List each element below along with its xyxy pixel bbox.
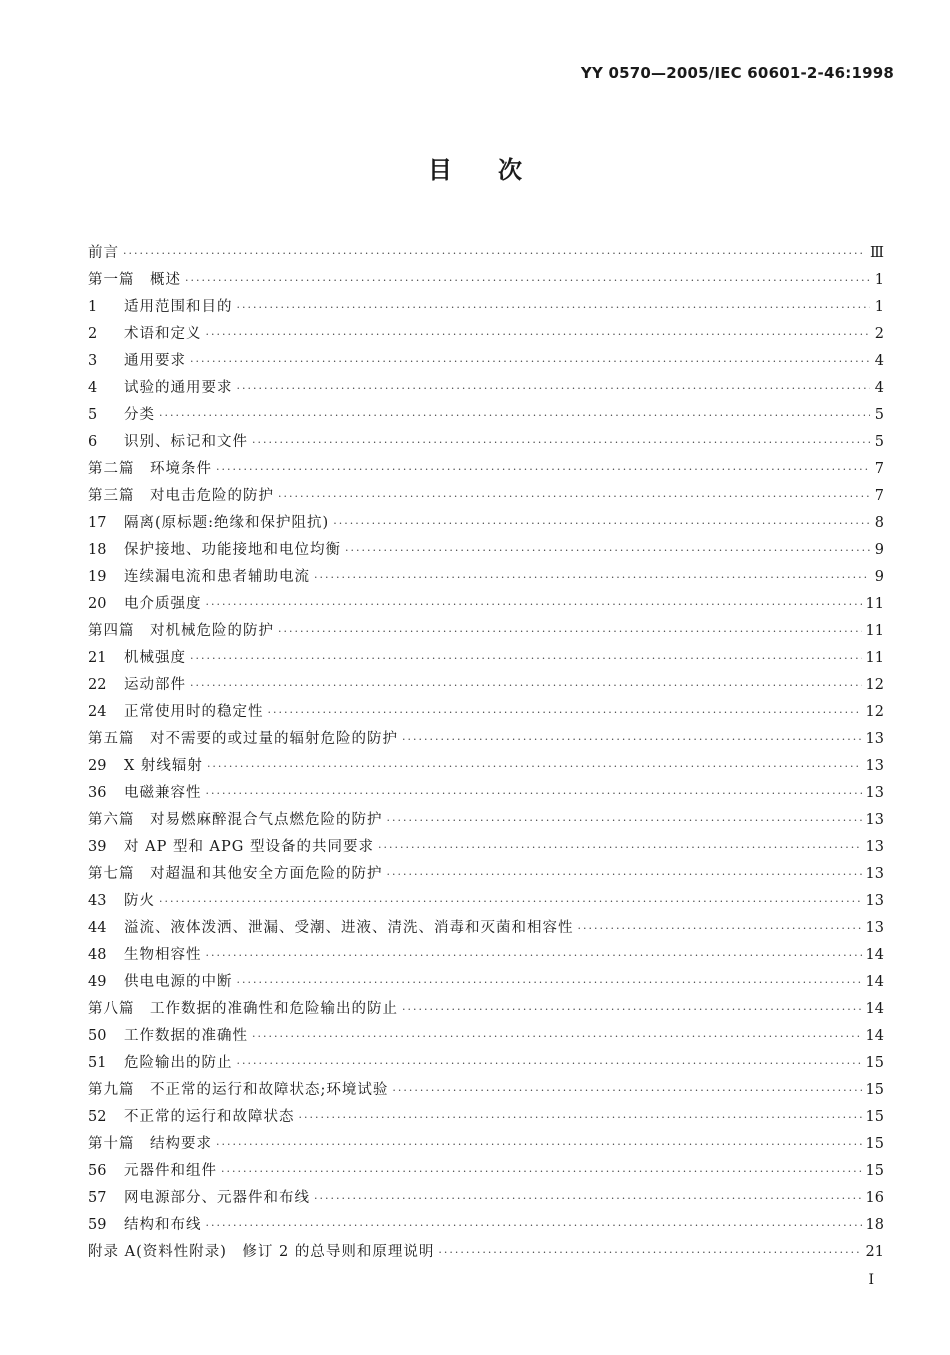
toc-entry-page: 4 [874,380,884,396]
toc-entry-page: 16 [865,1190,884,1206]
toc-entry[interactable] [88,457,884,484]
toc-entry[interactable] [88,997,884,1024]
toc-leader-dots [237,976,862,989]
toc-entry-page: 8 [874,515,884,531]
toc-entry-number: 3 [88,353,98,369]
toc-entry-page: 12 [865,677,884,693]
toc-leader-dots [190,652,862,665]
toc-entry-number: 59 [88,1217,107,1233]
toc-leader-dots [278,625,862,638]
toc-entry-page: 13 [865,893,884,909]
toc-entry-number: 18 [88,542,107,558]
toc-leader-dots [237,382,871,395]
toc-entry-page: 7 [874,461,884,477]
toc-entry-number: 22 [88,677,107,693]
toc-entry-label: 连续漏电流和患者辅助电流 [124,569,310,585]
toc-entry-page: 5 [874,407,884,423]
toc-entry-label: 工作数据的准确性 [124,1028,248,1044]
toc-entry-label: 第二篇 环境条件 [88,461,212,477]
toc-entry[interactable] [88,376,884,403]
toc-entry[interactable] [88,889,884,916]
toc-entry-page: 9 [874,542,884,558]
toc-entry-label: 结构和布线 [124,1217,202,1233]
toc-entry-number: 56 [88,1163,107,1179]
toc-entry-label: X 射线辐射 [124,758,203,774]
toc-entry[interactable] [88,1159,884,1186]
toc-entry[interactable] [88,646,884,673]
toc-entry-page: 11 [865,650,884,666]
toc-entry-number: 36 [88,785,107,801]
toc-leader-dots [159,895,862,908]
toc-entry[interactable] [88,1078,884,1105]
toc-leader-dots [345,544,870,557]
toc-leader-dots [159,409,870,422]
toc-entry[interactable] [88,862,884,889]
toc-entry-page: 15 [865,1055,884,1071]
toc-entry-page: 13 [865,920,884,936]
toc-entry-label: 电磁兼容性 [124,785,202,801]
toc-entry-label: 电介质强度 [124,596,202,612]
toc-entry[interactable] [88,1024,884,1051]
toc-entry-label: 第六篇 对易燃麻醉混合气点燃危险的防护 [88,812,383,828]
toc-entry[interactable] [88,565,884,592]
toc-entry-number: 24 [88,704,107,720]
toc-entry-label: 溢流、液体泼洒、泄漏、受潮、进液、清洗、消毒和灭菌和相容性 [124,920,574,936]
toc-entry[interactable] [88,916,884,943]
toc-entry-number: 5 [88,407,98,423]
toc-entry-page: 15 [865,1082,884,1098]
toc-entry-label: 附录 A(资料性附录) 修订 2 的总导则和原理说明 [88,1244,435,1260]
toc-entry[interactable] [88,673,884,700]
toc-entry-page: 14 [865,947,884,963]
toc-entry[interactable] [88,322,884,349]
toc-leader-dots [268,706,862,719]
toc-entry-number: 20 [88,596,107,612]
toc-entry-page: 21 [865,1244,884,1260]
toc-leader-dots [123,247,866,260]
toc-leader-dots [299,1111,862,1124]
toc-entry-label: 试验的通用要求 [124,380,233,396]
toc-entry-number: 6 [88,434,98,450]
toc-leader-dots [216,463,870,476]
toc-entry[interactable] [88,970,884,997]
toc-entry-page: 14 [865,974,884,990]
toc-leader-dots [190,679,862,692]
toc-entry-label: 识别、标记和文件 [124,434,248,450]
toc-leader-dots [387,868,862,881]
toc-entry[interactable] [88,1213,884,1240]
toc-leader-dots [387,814,862,827]
toc-leader-dots [402,1003,862,1016]
toc-entry[interactable] [88,538,884,565]
toc-entry-number: 57 [88,1190,107,1206]
toc-entry-label: 第三篇 对电击危险的防护 [88,488,274,504]
toc-entry-page: 5 [874,434,884,450]
toc-leader-dots [252,1030,862,1043]
toc-entry-label: 第五篇 对不需要的或过量的辐射危险的防护 [88,731,398,747]
toc-entry-page: 7 [874,488,884,504]
toc-entry-page: 13 [865,839,884,855]
toc-entry-number: 43 [88,893,107,909]
toc-leader-dots [185,274,870,287]
toc-entry-number: 17 [88,515,107,531]
toc-entry[interactable] [88,1186,884,1213]
toc-entry-page: 9 [874,569,884,585]
toc-entry-page: 15 [865,1109,884,1125]
toc-leader-dots [438,1246,861,1259]
toc-entry[interactable] [88,808,884,835]
toc-entry-label: 分类 [124,407,155,423]
toc-entry-label: 保护接地、功能接地和电位均衡 [124,542,341,558]
toc-entry-number: 4 [88,380,98,396]
page-number: I [868,1272,874,1288]
toc-leader-dots [216,1138,862,1151]
toc-leader-dots [378,841,862,854]
toc-entry[interactable] [88,403,884,430]
toc-entry-page: 11 [865,596,884,612]
toc-entry[interactable] [88,511,884,538]
toc-entry[interactable] [88,1240,884,1267]
toc-entry-label: 第四篇 对机械危险的防护 [88,623,274,639]
toc-entry[interactable] [88,835,884,862]
toc-entry-label: 第七篇 对超温和其他安全方面危险的防护 [88,866,383,882]
toc-entry[interactable] [88,619,884,646]
toc-entry-label: 元器件和组件 [124,1163,217,1179]
toc-leader-dots [206,1219,862,1232]
toc-entry-page: 1 [874,299,884,315]
toc-leader-dots [206,598,862,611]
toc-entry-label: 术语和定义 [124,326,202,342]
toc-leader-dots [278,490,870,503]
toc-leader-dots [578,922,862,935]
toc-leader-dots [333,517,870,530]
toc-leader-dots [314,1192,862,1205]
toc-entry-page: 13 [865,812,884,828]
toc-leader-dots [207,760,862,773]
toc-entry-label: 网电源部分、元器件和布线 [124,1190,310,1206]
toc-entry-page: 15 [865,1136,884,1152]
toc-entry[interactable] [88,754,884,781]
toc-entry-number: 19 [88,569,107,585]
toc-entry-label: 第十篇 结构要求 [88,1136,212,1152]
toc-entry[interactable] [88,430,884,457]
toc-entry[interactable] [88,268,884,295]
toc-entry-page: 12 [865,704,884,720]
toc-leader-dots [190,355,870,368]
toc-entry-number: 51 [88,1055,107,1071]
toc-entry-page: 1 [874,272,884,288]
toc-entry[interactable] [88,1132,884,1159]
toc-entry-label: 第八篇 工作数据的准确性和危险输出的防止 [88,1001,398,1017]
toc-entry[interactable] [88,484,884,511]
toc-entry-number: 29 [88,758,107,774]
toc-entry-number: 44 [88,920,107,936]
toc-entry-number: 1 [88,299,98,315]
toc-entry[interactable] [88,349,884,376]
toc-entry-page: 13 [865,731,884,747]
toc-leader-dots [206,787,862,800]
table-of-contents [88,241,884,1267]
toc-entry-page: 13 [865,758,884,774]
toc-entry[interactable] [88,1105,884,1132]
standard-code: YY 0570—2005/IEC 60601-2-46:1998 [580,64,894,82]
toc-entry-number: 52 [88,1109,107,1125]
toc-entry-label: 对 AP 型和 APG 型设备的共同要求 [124,839,374,855]
toc-entry-page: 13 [865,866,884,882]
toc-entry[interactable] [88,727,884,754]
toc-leader-dots [392,1084,861,1097]
toc-entry-label: 不正常的运行和故障状态 [124,1109,295,1125]
toc-leader-dots [252,436,870,449]
toc-leader-dots [206,949,862,962]
toc-entry-number: 50 [88,1028,107,1044]
toc-entry-number: 48 [88,947,107,963]
toc-entry[interactable] [88,592,884,619]
toc-entry-page: 13 [865,785,884,801]
toc-entry-label: 危险输出的防止 [124,1055,233,1071]
toc-entry-page: 14 [865,1028,884,1044]
toc-entry-label: 供电电源的中断 [124,974,233,990]
toc-leader-dots [314,571,870,584]
page-title: 目次 [428,156,568,184]
toc-entry[interactable] [88,295,884,322]
toc-entry-label: 隔离(原标题:绝缘和保护阻抗) [124,515,330,531]
toc-leader-dots [206,328,871,341]
toc-entry[interactable] [88,943,884,970]
toc-entry-page: 14 [865,1001,884,1017]
toc-entry-page: 2 [874,326,884,342]
toc-leader-dots [402,733,862,746]
toc-leader-dots [221,1165,862,1178]
toc-entry-number: 39 [88,839,107,855]
toc-entry-label: 防火 [124,893,155,909]
toc-entry-page: 11 [865,623,884,639]
toc-entry-label: 前言 [88,245,119,261]
toc-entry-label: 运动部件 [124,677,186,693]
toc-entry-label: 第九篇 不正常的运行和故障状态;环境试验 [88,1082,389,1098]
toc-entry-label: 通用要求 [124,353,186,369]
toc-entry-page: 15 [865,1163,884,1179]
toc-entry-number: 2 [88,326,98,342]
toc-leader-dots [237,301,871,314]
toc-entry-page: 4 [874,353,884,369]
toc-entry[interactable] [88,1051,884,1078]
toc-entry-label: 生物相容性 [124,947,202,963]
toc-entry-page: 18 [865,1217,884,1233]
toc-entry-label: 机械强度 [124,650,186,666]
toc-entry[interactable] [88,700,884,727]
toc-entry-page: Ⅲ [870,245,884,261]
toc-entry-label: 正常使用时的稳定性 [124,704,264,720]
toc-entry[interactable] [88,241,884,268]
toc-leader-dots [237,1057,862,1070]
toc-entry-number: 21 [88,650,107,666]
toc-entry-label: 第一篇 概述 [88,272,181,288]
toc-entry[interactable] [88,781,884,808]
toc-entry-number: 49 [88,974,107,990]
toc-entry-label: 适用范围和目的 [124,299,233,315]
